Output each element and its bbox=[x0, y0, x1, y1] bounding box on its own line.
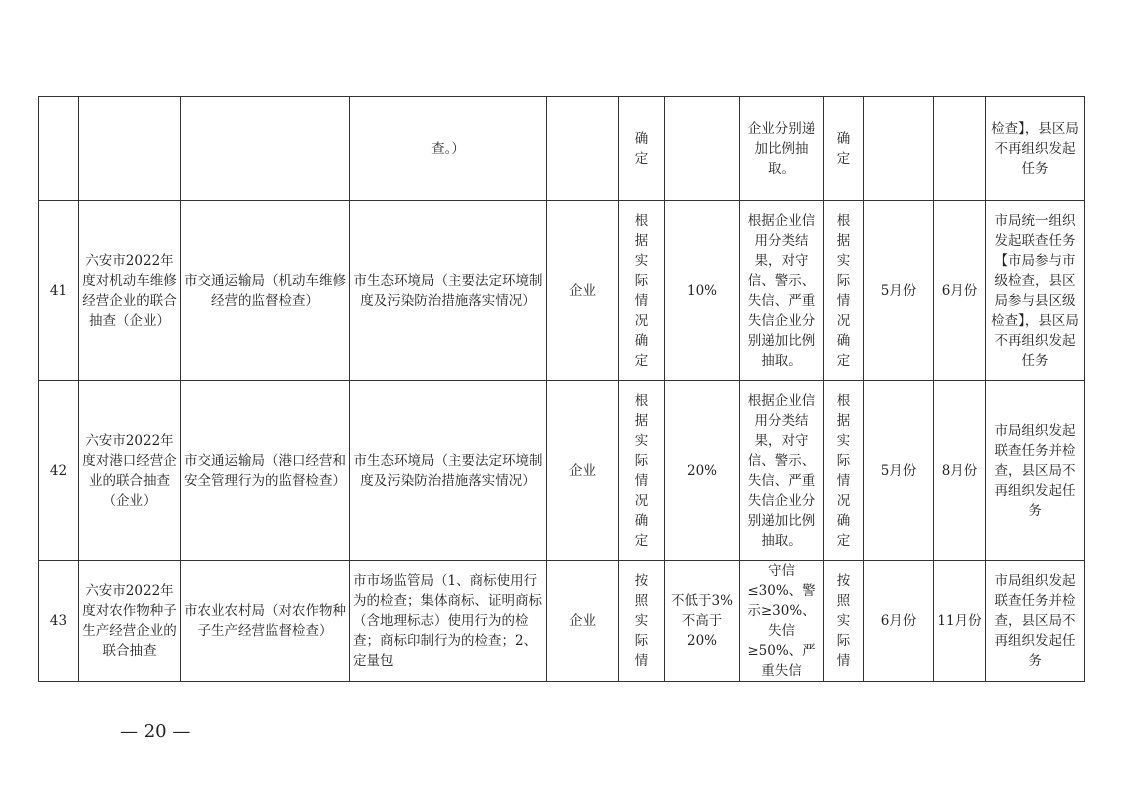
row-number-cell: 42 bbox=[39, 381, 79, 561]
start-month-cell bbox=[864, 97, 934, 201]
table-row bbox=[39, 561, 1085, 682]
method-cell: 根据实际情况确定 bbox=[619, 381, 665, 561]
coop-dept-cell: 查。） bbox=[350, 97, 547, 201]
coop-dept-cell: 市市场监管局（1、商标使用行为的检查；集体商标、证明商标（含地理标志）使用行为的检查；商标印制行为的检查；2、定量包 bbox=[350, 561, 547, 682]
freq-cell: 根据实际情况确定 bbox=[824, 201, 864, 381]
end-month-cell bbox=[934, 97, 986, 201]
method-cell: 按照实际情 bbox=[619, 561, 665, 682]
basis-cell: 企业分别递加比例抽取。 bbox=[740, 97, 824, 201]
lead-dept-cell: 市农业农村局（对农作物种子生产经营监督检查） bbox=[181, 561, 350, 682]
coop-dept-cell: 市生态环境局（主要法定环境制度及污染防治措施落实情况） bbox=[350, 381, 547, 561]
table-row bbox=[39, 97, 1085, 201]
target-type-cell: 企业 bbox=[547, 561, 619, 682]
ratio-cell: 不低于3%不高于20% bbox=[665, 561, 740, 682]
table-row bbox=[39, 201, 1085, 381]
row-number-cell bbox=[39, 97, 79, 201]
freq-cell: 确定 bbox=[824, 97, 864, 201]
page-number: — 20 — bbox=[120, 721, 191, 742]
table-row bbox=[39, 381, 1085, 561]
start-month-cell: 5月份 bbox=[864, 381, 934, 561]
method-cell: 根据实际情况确定 bbox=[619, 201, 665, 381]
end-month-cell: 11月份 bbox=[934, 561, 986, 682]
ratio-cell: 10% bbox=[665, 201, 740, 381]
basis-cell: 根据企业信用分类结果，对守信、警示、失信、严重失信企业分别递加比例抽取。 bbox=[740, 201, 824, 381]
method-cell: 确定 bbox=[619, 97, 665, 201]
end-month-cell: 6月份 bbox=[934, 201, 986, 381]
freq-cell: 按照实际情 bbox=[824, 561, 864, 682]
lead-dept-cell bbox=[181, 97, 350, 201]
inspection-table bbox=[38, 96, 1085, 682]
lead-dept-cell: 市交通运输局（机动车维修经营的监督检查） bbox=[181, 201, 350, 381]
note-cell: 市局组织发起联查任务并检查，县区局不再组织发起任务 bbox=[986, 561, 1085, 682]
lead-dept-cell: 市交通运输局（港口经营和安全管理行为的监督检查） bbox=[181, 381, 350, 561]
basis-cell: 根据企业信用分类结果，对守信、警示、失信、严重失信企业分别递加比例抽取。 bbox=[740, 381, 824, 561]
task-name-cell: 六安市2022年度对农作物种子生产经营企业的联合抽查 bbox=[79, 561, 181, 682]
start-month-cell: 5月份 bbox=[864, 201, 934, 381]
note-cell: 检查】，县区局不再组织发起任务 bbox=[986, 97, 1085, 201]
ratio-cell bbox=[665, 97, 740, 201]
end-month-cell: 8月份 bbox=[934, 381, 986, 561]
basis-cell: 守信≤30%、警示≥30%、失信≥50%、严重失信 bbox=[740, 561, 824, 682]
start-month-cell: 6月份 bbox=[864, 561, 934, 682]
target-type-cell bbox=[547, 97, 619, 201]
task-name-cell: 六安市2022年度对港口经营企业的联合抽查（企业） bbox=[79, 381, 181, 561]
note-cell: 市局统一组织发起联查任务【市局参与市级检查，县区局参与县区级检查】，县区局不再组织发起任务 bbox=[986, 201, 1085, 381]
task-name-cell: 六安市2022年度对机动车维修经营企业的联合抽查（企业） bbox=[79, 201, 181, 381]
note-cell: 市局组织发起联查任务并检查，县区局不再组织发起任务 bbox=[986, 381, 1085, 561]
ratio-cell: 20% bbox=[665, 381, 740, 561]
target-type-cell: 企业 bbox=[547, 201, 619, 381]
target-type-cell: 企业 bbox=[547, 381, 619, 561]
row-number-cell: 43 bbox=[39, 561, 79, 682]
coop-dept-cell: 市生态环境局（主要法定环境制度及污染防治措施落实情况） bbox=[350, 201, 547, 381]
row-number-cell: 41 bbox=[39, 201, 79, 381]
freq-cell: 根据实际情况确定 bbox=[824, 381, 864, 561]
task-name-cell bbox=[79, 97, 181, 201]
